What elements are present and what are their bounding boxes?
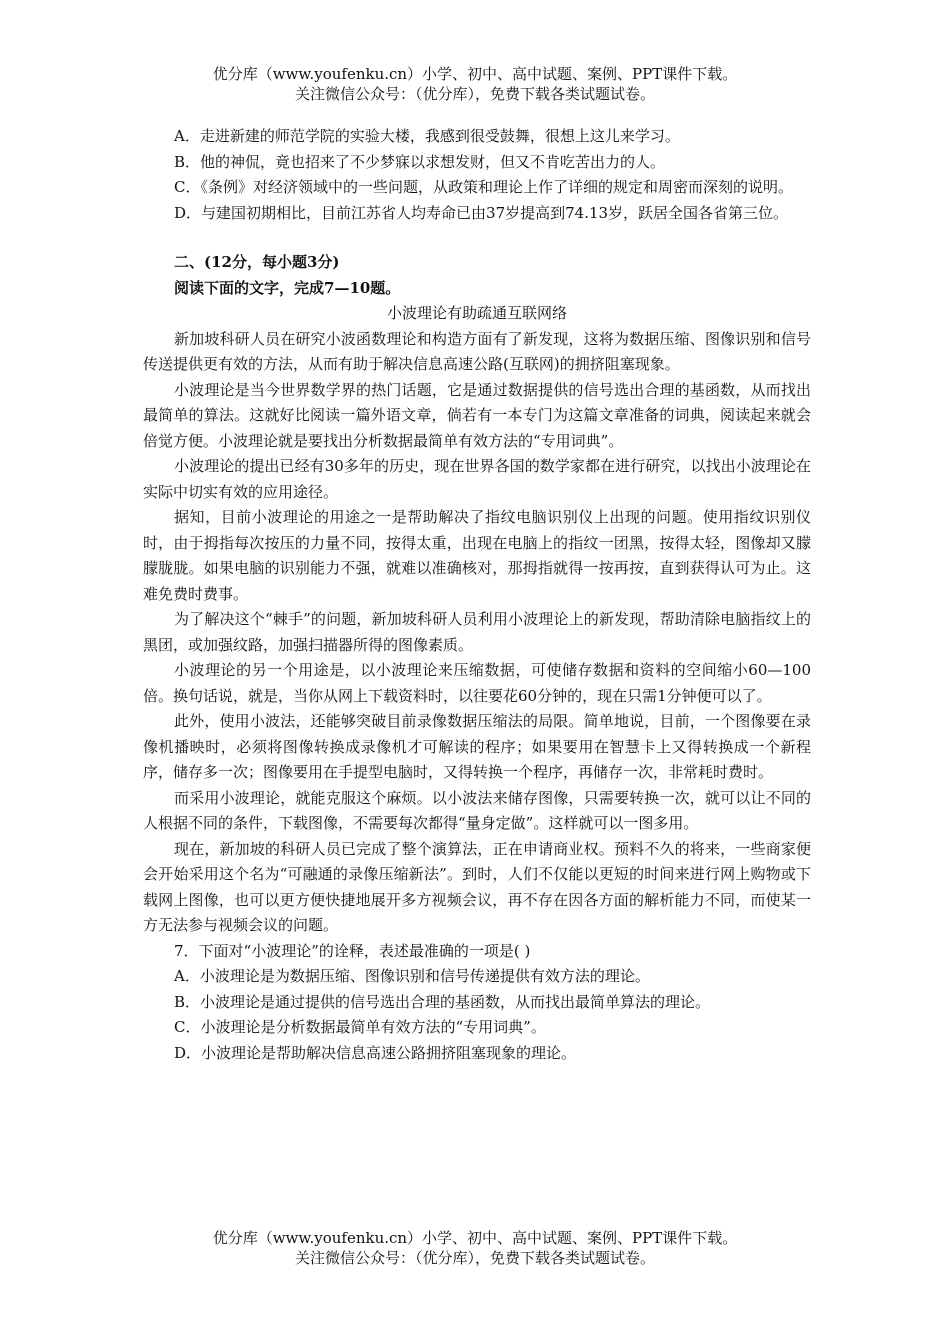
question-7-stem: 7．下面对“小波理论”的诠释，表述最准确的一项是( ) bbox=[174, 941, 531, 960]
article-paragraph-1: 新加坡科研人员在研究小波函数理论和构造方面有了新发现，这将为数据压缩、图像识别和信号传送提供更有效的方法，从而有助于解决信息高速公路(互联网)的拥挤阻塞现象。 bbox=[143, 329, 811, 373]
question-7-option-b: B．小波理论是通过提供的信号选出合理的基函数，从而找出最简单算法的理论。 bbox=[174, 992, 711, 1011]
prev-option-d: D．与建国初期相比，目前江苏省人均寿命已由37岁提高到74.13岁，跃居全国各省第三位。 bbox=[174, 203, 789, 222]
section-gap bbox=[143, 226, 811, 250]
footer-line-2: 关注微信公众号：（优分库），免费下载各类试题试卷。 bbox=[294, 1249, 655, 1267]
prev-option-a: A．走进新建的师范学院的实验大楼，我感到很受鼓舞，很想上这儿来学习。 bbox=[174, 127, 680, 145]
article-paragraph-5: 为了解决这个“棘手”的问题，新加坡科研人员利用小波理论上的新发现，帮助清除电脑指纹上的黑团，或加强纹路，加强扫描器所得的图像素质。 bbox=[143, 610, 811, 654]
article-paragraph-8: 而采用小波理论，就能克服这个麻烦。以小波法来储存图像，只需要转换一次，就可以让不同的人根据不同的条件，下载图像，不需要每次都得“量身定做”。这样就可以一图多用。 bbox=[143, 788, 811, 832]
article-title: 小波理论有助疏通互联网络 bbox=[386, 304, 567, 322]
section-heading: 二、(12分，每小题3分) bbox=[174, 253, 340, 271]
header-line-1: 优分库（www.youfenku.cn）小学、初中、高中试题、案例、PPT课件下载。 bbox=[212, 65, 738, 83]
article-paragraph-2: 小波理论是当今世界数学界的热门话题，它是通过数据提供的信号选出合理的基函数，从而找出最简单的算法。这就好比阅读一篇外语文章，倘若有一本专门为这篇文章准备的词典，阅读起来就会倍觉方便。小波理论就是要找出分析数据最简单有效方法的“专用词典”。 bbox=[143, 380, 811, 450]
page-header bbox=[0, 64, 950, 104]
article-paragraph-4: 据知，目前小波理论的用途之一是帮助解决了指纹电脑识别仪上出现的问题。使用指纹识别仪时，由于拇指每次按压的力量不同，按得太重，出现在电脑上的指纹一团黑，按得太轻，图像却又朦朦胧胧。如果电脑的识别能力不强，就难以准确核对，那拇指就得一按再按，直到获得认可为止。这难免费时费事。 bbox=[143, 508, 811, 603]
article-paragraph-6: 小波理论的另一个用途是，以小波理论来压缩数据，可使储存数据和资料的空间缩小60—100倍。换句话说，就是，当你从网上下载资料时，以往要花60分钟的，现在只需1分钟便可以了。 bbox=[143, 661, 811, 705]
article-paragraph-7: 此外，使用小波法，还能够突破目前录像数据压缩法的局限。简单地说，目前，一个图像要在录像机播映时，必须将图像转换成录像机才可解读的程序；如果要用在智慧卡上又得转换成一个新程序，储存多一次；图像要用在手提型电脑时，又得转换一个程序，再储存一次，非常耗时费时。 bbox=[143, 712, 811, 781]
question-7-option-d: D．小波理论是帮助解决信息高速公路拥挤阻塞现象的理论。 bbox=[174, 1043, 577, 1062]
article-paragraph-9: 现在，新加坡的科研人员已完成了整个演算法，正在申请商业权。预料不久的将来，一些商家便会开始采用这个名为“可融通的录像压缩新法”。到时，人们不仅能以更短的时间来进行网上购物或下载网上图像，也可以更方便快捷地展开多方视频会议，再不存在因各方面的解析能力不同，而使某一方无法参与视频会议的问题。 bbox=[143, 839, 811, 934]
header-line-2: 关注微信公众号：（优分库），免费下载各类试题试卷。 bbox=[294, 85, 655, 103]
page-footer bbox=[0, 1228, 950, 1268]
prev-option-b: B．他的神侃，竟也招来了不少梦寐以求想发财，但又不肯吃苦出力的人。 bbox=[174, 152, 666, 171]
article-paragraph-3: 小波理论的提出已经有30多年的历史，现在世界各国的数学家都在进行研究，以找出小波理论在实际中切实有效的应用途径。 bbox=[143, 457, 811, 501]
question-7-option-c: C．小波理论是分析数据最简单有效方法的“专用词典”。 bbox=[174, 1018, 546, 1036]
prev-option-c: C．《条例》对经济领域中的一些问题，从政策和理论上作了详细的规定和周密而深刻的说明。 bbox=[174, 178, 793, 196]
question-7-option-a: A．小波理论是为数据压缩、图像识别和信号传递提供有效方法的理论。 bbox=[174, 967, 650, 985]
section-instruction: 阅读下面的文字，完成7—10题。 bbox=[174, 278, 401, 297]
document-body bbox=[143, 124, 811, 1066]
footer-line-1: 优分库（www.youfenku.cn）小学、初中、高中试题、案例、PPT课件下载。 bbox=[212, 1229, 738, 1247]
